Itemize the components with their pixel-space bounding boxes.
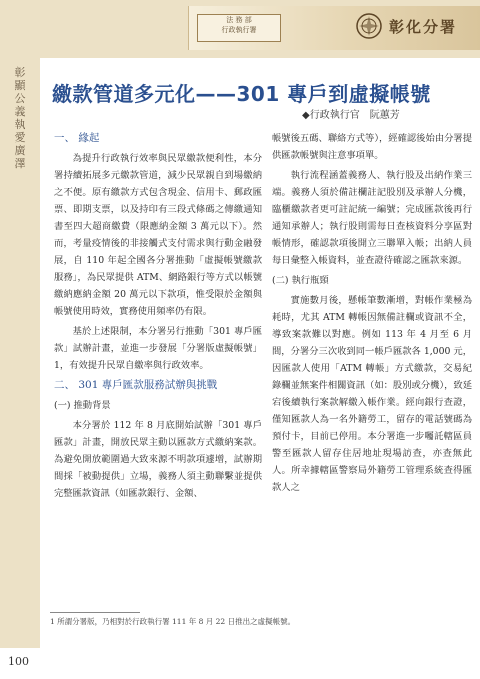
footnote-divider [50, 612, 140, 613]
footnote: 1 所謂分署版，乃相對於行政執行署 111 年 8 月 22 日推出之虛擬帳號。 [50, 617, 296, 626]
section-1-heading: 一、 緣起 [54, 132, 100, 144]
stamp-line-2: 行政執行署 [221, 26, 257, 34]
subsection-1-paragraph: 本分署於 112 年 8 月底開始試辦「301 專戶匯款」計畫，開放民眾主動以匯款方式繳納案款。為避免開放範圍過大致來源不明款項遽增，試辦期間採「被動提供」立場，義務人須主動聯繫並提供完整匯款資訊（如匯款銀行、金額、 [54, 420, 262, 499]
subsection-2-heading: (二) 執行瓶頸 [272, 275, 329, 286]
process-paragraph: 執行流程涵蓋義務人、執行股及出納作業三端。義務人須於備註欄註記股別及承辦人分機，臨櫃繳款者更可註記統一編號；完成匯款後再行通知承辦人；執行股則需每日查核資料分享區對帳情形，確認款項後開立三聯單入帳；出納人員每日彙整入帳資料，並查證待確認之匯款來源。 [272, 170, 472, 266]
section-1-paragraph-1: 為提升行政執行效率與民眾繳款便利性，本分署持續拓展多元繳款管道，減少民眾親自到場繳納之不便。原有繳款方式包含現金、信用卡、郵政匯票、即期支票，以及持印有三段式條碼之傳繳通知書至四大超商繳費（限應納金額 3 萬元以下）。然而，考量疫情後的非接觸式支付需求與行動金融發展，自 110 年起全國各分署推動「虛擬帳號繳款服務」，為民眾提供 ATM、網路銀行等方式以帳號繳納應納金額 20 萬元以下款項，惟受限於金額與帳號使用時效，實務使用頻率仍有限。 [54, 153, 262, 317]
side-motto: 彰顯公義 執愛廣澤 [14, 66, 26, 170]
agency-stamp [197, 14, 281, 42]
emblem-icon [355, 12, 383, 40]
subsection-1-heading: (一) 推動背景 [54, 400, 111, 411]
subsection-2-paragraph: 實施數月後，懸帳筆數漸增，對帳作業極為耗時，尤其 ATM 轉帳因無備註欄或資訊不全，導致案款難以對應。例如 113 年 4 月至 6 月間，分署分三次收到同一帳戶匯款各 1,000 元，因匯款人使用「ATM 轉帳」方式繳款，交易紀錄欄並無案件相關資訊（如：股別或分機），致延宕後續執行案款解繳入帳作業。經向銀行查證，僅知匯款人為一名外籍勞工，留存的電話號碼為預付卡，目前已停用。本分署進一步囑託轄區員警至匯款人留存住居地址現場訪查，亦查無此人。所幸據轄區警察局外籍勞工管理系統查得匯款人之 [272, 295, 472, 493]
right-column [272, 130, 472, 499]
byline: ◆行政執行官 阮蕙芳 [302, 110, 400, 121]
section-2-heading: 二、 301 專戶匯款服務試辦與挑戰 [54, 379, 218, 391]
branch-name: 彰化分署 [389, 18, 458, 36]
continued-paragraph: 帳號後五碼、聯絡方式等），經確認後始由分署提供匯款帳號與注意事項單。 [272, 133, 472, 161]
header-banner [188, 6, 480, 50]
article-title: 繳款管道多元化——301 專戶到虛擬帳號 [52, 82, 431, 106]
section-1-paragraph-2: 基於上述限制，本分署另行推動「301 專戶匯款」試辦計畫，並進一步發展「分署版虛擬帳號」1，有效提升民眾自繳率與行政效率。 [54, 326, 262, 371]
stamp-line-1: 法 務 部 [226, 16, 252, 24]
left-column [54, 130, 262, 505]
page-number: 100 [8, 655, 29, 668]
